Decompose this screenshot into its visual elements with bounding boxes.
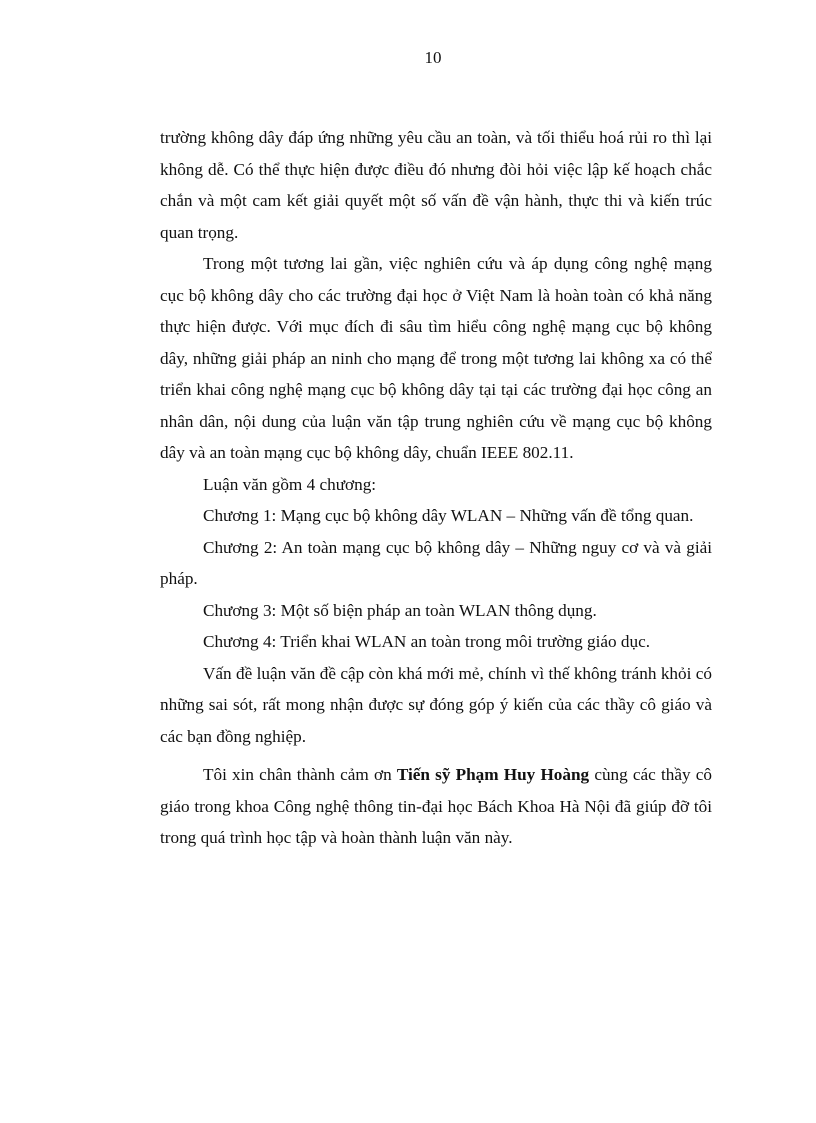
acknowledgement-before: Tôi xin chân thành cảm ơn xyxy=(203,765,397,784)
paragraph-acknowledgement xyxy=(160,759,712,854)
advisor-name: Tiến sỹ Phạm Huy Hoàng xyxy=(396,765,590,784)
chapter-1-line: Chương 1: Mạng cục bộ không dây WLAN – Những vấn đề tổng quan. xyxy=(203,506,694,525)
paragraph-research-purpose: Trong một tương lai gần, việc nghiên cứu và áp dụng công nghệ mạng cục bộ không dây cho các trường đại học ở Việt Nam là hoàn toàn có khả năng thực hiện được. Với mục đích đi sâu tìm hiểu công nghệ mạng cục bộ không dây, những giải pháp an ninh cho mạng để trong một tương lai không xa có thể triển khai công nghệ mạng cục bộ không dây tại tại các trường đại học công an nhân dân, nội dung của luận văn tập trung nghiên cứu về mạng cục bộ không dây và an toàn mạng cục bộ không dây, chuẩn IEEE 802.11. xyxy=(160,254,712,462)
paragraph-limitations: Vấn đề luận văn đề cập còn khá mới mẻ, chính vì thế không tránh khỏi có những sai sót, rất mong nhận được sự đóng góp ý kiến của các thầy cô giáo và các bạn đồng nghiệp. xyxy=(160,663,712,746)
chapter-2-line: Chương 2: An toàn mạng cục bộ không dây – Những nguy cơ và và giải pháp. xyxy=(160,537,712,588)
acknowledgement-after: cùng các thầy cô giáo trong khoa Công nghệ thông tin-đại học Bách Khoa Hà Nội đã giúp đỡ tôi trong quá trình học tập và hoàn thành luận văn này. xyxy=(160,765,712,847)
paragraph-intro-continuation: trường không dây đáp ứng những yêu cầu an toàn, và tối thiểu hoá rủi ro thì lại không dễ. Có thể thực hiện được điều đó nhưng đòi hỏi việc lập kế hoạch chắc chắn và một cam kết giải quyết một số vấn đề vận hành, thực thi và kiến trúc quan trọng. xyxy=(160,128,712,242)
chapter-4-line: Chương 4: Triển khai WLAN an toàn trong môi trường giáo dục. xyxy=(203,632,651,651)
paragraph-chapters-intro: Luận văn gồm 4 chương: xyxy=(203,474,377,494)
page-number: 10 xyxy=(424,48,442,67)
chapter-3-line: Chương 3: Một số biện pháp an toàn WLAN thông dụng. xyxy=(203,600,597,620)
body-text xyxy=(160,122,712,854)
